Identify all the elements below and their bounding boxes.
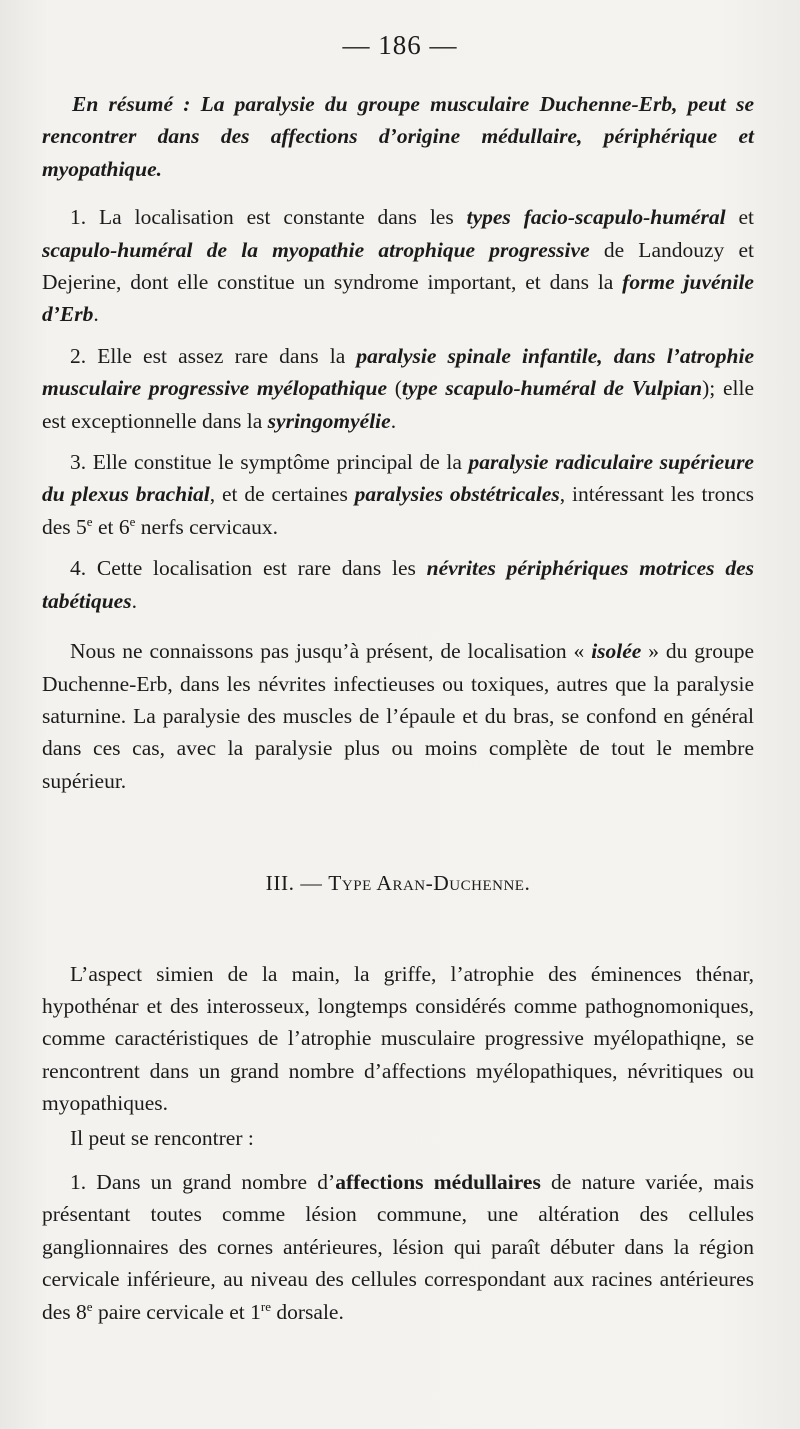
text-run: . bbox=[131, 588, 137, 613]
text-run: . bbox=[390, 408, 397, 433]
text-run: 1. La localisation est constante dans les bbox=[70, 205, 467, 230]
superscript: e bbox=[86, 1298, 93, 1314]
superscript: e bbox=[86, 513, 93, 529]
text-run: ( bbox=[387, 376, 402, 401]
text-run: ); elle est exceptionnelle dans la bbox=[42, 376, 754, 433]
text-run: , intéressant les troncs des 5 bbox=[42, 482, 754, 539]
bold-term: affections médullaires bbox=[335, 1169, 541, 1194]
italic-term: névrites périphériques motrices des tabétiques bbox=[42, 556, 754, 613]
list-item-5 bbox=[42, 1166, 754, 1328]
text-run: 3. Elle constitue le symptôme principal de la bbox=[70, 450, 469, 475]
italic-term: paralysies obstétricales bbox=[354, 482, 560, 507]
paragraph-nevrites bbox=[42, 635, 754, 797]
text-run: paire cervicale et 1 bbox=[92, 1299, 261, 1324]
text-run: 4. Cette localisation est rare dans les bbox=[70, 556, 427, 581]
text-run: dorsale. bbox=[271, 1299, 344, 1324]
paragraph-aspect-simien: L’aspect simien de la main, la griffe, l’atrophie des éminences thénar, hypothénar et des interosseux, longtemps considérés comme pathognomoniques, comme caractéristiques de l’atrophie musculaire progressive myélopathiqne, se rencontrent dans un grand nombre d’affections myélopathiques, névritiques ou myopathiques. bbox=[42, 961, 754, 1116]
text-run: de nature variée, mais présentant toutes comme lésion commune, une altération des cellules ganglionnaires des cornes antérieures, lésion qui paraît débuter dans la région cervicale inférieure, au niveau des cellules correspondant aux racines antérieures des 8 bbox=[42, 1169, 754, 1324]
section-number: III. — bbox=[265, 871, 329, 896]
page-content bbox=[42, 88, 754, 1328]
italic-term: type scapulo-huméral de Vulpian bbox=[401, 376, 703, 401]
list-item-4 bbox=[42, 552, 754, 617]
italic-term: scapulo-huméral de la myopathie atrophique progressive bbox=[42, 237, 590, 262]
section-title: Type Aran-Duchenne. bbox=[328, 871, 531, 896]
text-run: 1. Dans un grand nombre d’ bbox=[70, 1169, 336, 1194]
italic-term: paralysie radiculaire supérieure du plexus brachial bbox=[42, 450, 754, 507]
italic-term: paralysie spinale infantile, dans l’atrophie musculaire progressive myélopathique bbox=[42, 343, 754, 401]
list-item-3 bbox=[42, 446, 754, 543]
superscript: e bbox=[129, 513, 136, 529]
list-item-2 bbox=[42, 340, 754, 437]
text-run: 2. Elle est assez rare dans la bbox=[70, 343, 357, 368]
text-run: » du groupe Duchenne-Erb, dans les névrites infectieuses ou toxiques, autres que la paralysie saturnine. La paralysie des muscles de l’épaule et du bras, se confond en général dans ces cas, avec la paralysie plus ou moins complète de tout le membre supérieur. bbox=[42, 639, 754, 793]
text-run: de Landouzy et Dejerine, dont elle constitue un syndrome important, et dans la bbox=[42, 237, 754, 295]
page-number: — 186 — bbox=[342, 30, 458, 60]
italic-term: syringomyélie bbox=[267, 408, 391, 433]
text-run: Nous ne connaissons pas jusqu’à présent, de localisation « bbox=[70, 639, 592, 664]
text-run: et bbox=[725, 205, 754, 230]
italic-term: isolée bbox=[591, 639, 642, 664]
superscript: re bbox=[260, 1298, 271, 1314]
summary-paragraph: En résumé : La paralysie du groupe musculaire Duchenne-Erb, peut se rencontrer dans des affections d’origine médullaire, périphérique et myopathique. bbox=[42, 92, 754, 181]
italic-term: forme juvénile d’Erb bbox=[42, 270, 754, 327]
text-run: , et de certaines bbox=[209, 482, 355, 507]
text-run: nerfs cervicaux. bbox=[135, 514, 279, 539]
paragraph-il-peut: Il peut se rencontrer : bbox=[70, 1125, 254, 1150]
text-run: et 6 bbox=[92, 514, 130, 539]
section-heading bbox=[42, 867, 754, 899]
list-item-1 bbox=[42, 201, 754, 331]
text-run: . bbox=[93, 302, 99, 327]
italic-term: types facio-scapulo-huméral bbox=[466, 205, 726, 230]
